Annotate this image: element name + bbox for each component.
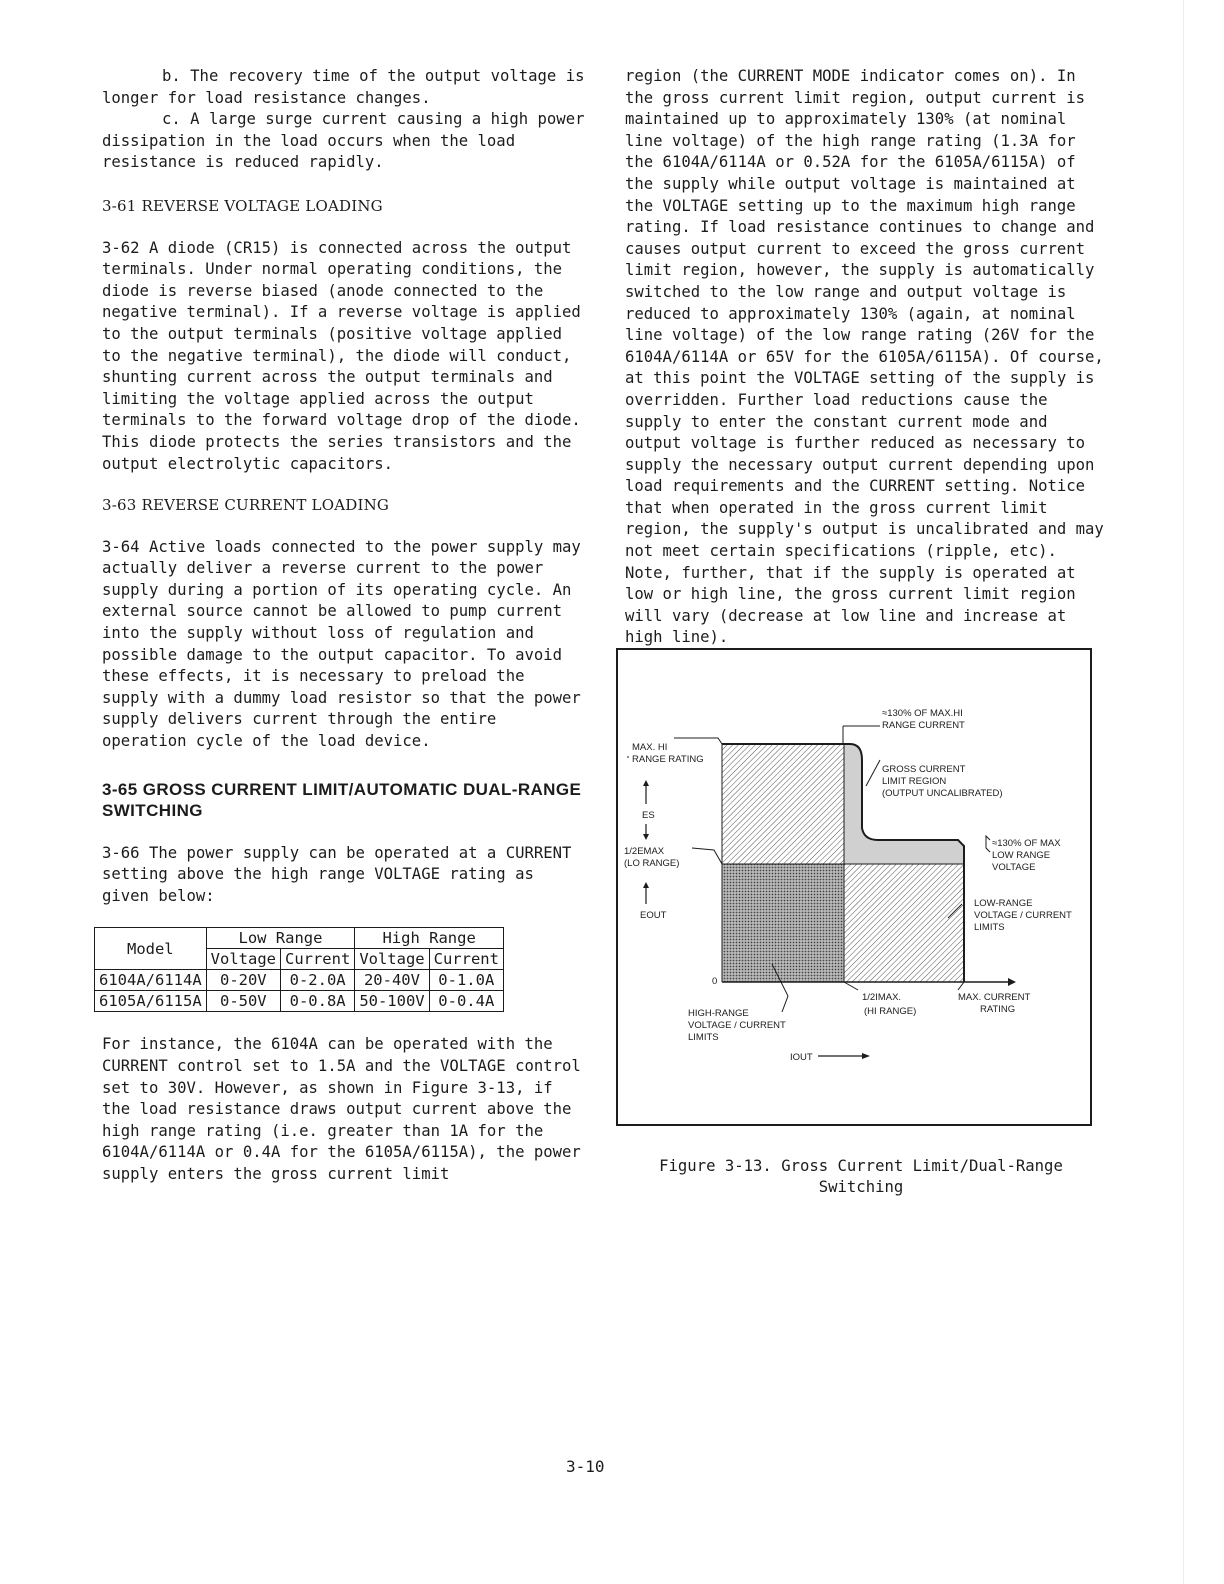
table-cell: 0-0.4A [429, 991, 503, 1012]
figure-3-13 [616, 648, 1092, 1126]
label-gross-3: (OUTPUT UNCALIBRATED) [882, 788, 1003, 799]
table-header-model: Model [95, 928, 207, 970]
range-table [94, 927, 504, 1012]
up-arrow-icon [643, 780, 649, 786]
heading-3-63: 3-63 REVERSE CURRENT LOADING [102, 496, 390, 515]
label-max-current-1: MAX. CURRENT [958, 992, 1031, 1003]
table-header-voltage: Voltage [206, 949, 280, 970]
table-header-current: Current [280, 949, 354, 970]
heading-3-65: 3-65 GROSS CURRENT LIMIT/AUTOMATIC DUAL-RANGE SWITCHING [102, 779, 582, 820]
label-low-limits-3: LIMITS [974, 922, 1005, 933]
label-high-limits-3: LIMITS [688, 1032, 719, 1043]
low-range-region [844, 864, 964, 982]
page-number: 3-10 [566, 1457, 605, 1476]
label-es: ES [642, 810, 655, 821]
label-gross-1: GROSS CURRENT [882, 764, 966, 775]
label-half-i-2: (HI RANGE) [864, 1006, 917, 1017]
label-130-low-3: VOLTAGE [992, 862, 1036, 873]
range-diagram [618, 650, 1094, 1128]
paragraph-c: c. A large surge current causing a high power dissipation in the load occurs when the load resistance is reduced rapidly. [102, 110, 585, 172]
table-cell: 6104A/6114A [95, 970, 207, 991]
table-cell: 20-40V [355, 970, 429, 991]
label-max-hi-1: MAX. HI [632, 742, 668, 753]
axis-arrowhead [1008, 978, 1016, 986]
label-eout: EOUT [640, 910, 667, 921]
table-cell: 0-2.0A [280, 970, 354, 991]
overlap-region [722, 864, 844, 982]
paragraph-3-66: 3-66 The power supply can be operated at a CURRENT setting above the high range VOLTAGE rating as given below: [102, 843, 572, 905]
label-low-limits-1: LOW-RANGE [974, 898, 1033, 909]
scan-edge [1183, 0, 1184, 1584]
table-row [95, 970, 504, 991]
label-half-e-1: 1/2EMAX [624, 846, 665, 857]
table-cell: 0-20V [206, 970, 280, 991]
right-column [625, 66, 1105, 669]
label-low-limits-2: VOLTAGE / CURRENT [974, 910, 1072, 921]
paragraph-continued: region (the CURRENT MODE indicator comes on). In the gross current limit region, output current is maintained up to approximately 130% (at nominal line voltage) of the high range rating (1.3A for the 6104A/6114A or 0.52A for the 6105A/6115A) of the supply while output voltage is maintained at the VOLTAGE setting up to the maximum high range rating. If load resistance continues to change and causes output current to exceed the gross current limit region, however, the supply is automatically switched to the low range and output voltage is reduced to approximately 130% (again, at nominal line voltage) of the low range rating (26V for the 6104A/6114A or 65V for the 6105A/6115A). Of course, at this point the VOLTAGE setting of the supply is overridden. Further load reductions cause the supply to enter the constant current mode and output voltage is further reduced as necessary to supply the necessary output current depending upon load requirements and the CURRENT setting. Notice that when operated in the gross current limit region, the supply's output is uncalibrated and may not meet certain specifications (ripple, etc). Note, further, that if the supply is operated at low or high line, the gross current limit region will vary (decrease at low line and increase at high line). [625, 67, 1104, 647]
table-cell: 0-50V [206, 991, 280, 1012]
table-header-low-range: Low Range [206, 928, 355, 949]
label-high-limits-1: HIGH-RANGE [688, 1008, 749, 1019]
paragraph-3-62: 3-62 A diode (CR15) is connected across the output terminals. Under normal operating conditions, the diode is reverse biased (anode connected to the negative terminal). If a reverse voltage is applied to the output terminals (positive voltage applied to the negative terminal), the diode will conduct, shunting current across the output terminals and limiting the voltage applied across the output terminals to the forward voltage drop of the diode. This diode protects the series transistors and the output electrolytic capacitors. [102, 238, 581, 473]
label-130-low-2: LOW RANGE [992, 850, 1051, 861]
left-column [99, 66, 588, 1206]
table-cell: 0-1.0A [429, 970, 503, 991]
label-zero: 0 [712, 976, 718, 987]
table-cell: 50-100V [355, 991, 429, 1012]
figure-caption [636, 1156, 1086, 1198]
caption-line-1: Figure 3-13. Gross Current Limit/Dual-Range [659, 1157, 1063, 1175]
table-header-voltage: Voltage [355, 949, 429, 970]
label-iout: IOUT [790, 1052, 813, 1063]
up-arrow-icon [643, 882, 649, 888]
paragraph-b: b. The recovery time of the output voltage is longer for load resistance changes. [102, 67, 585, 107]
label-max-hi-2: RANGE RATING [632, 754, 704, 765]
down-arrow-icon [643, 834, 649, 840]
right-arrow-icon [862, 1053, 870, 1059]
paragraph-instance: For instance, the 6104A can be operated with the CURRENT control set to 1.5A and the VOLTAGE control set to 30V. However, as shown in Figure 3-13, if the load resistance draws output current above the high range rating (i.e. greater than 1A for the 6104A/6114A or 0.4A for the 6105A/6115A), the power supply enters the gross current limit [102, 1035, 581, 1183]
label-half-e-2: (LO RANGE) [624, 858, 680, 869]
paragraph-3-64: 3-64 Active loads connected to the power supply may actually deliver a reverse current to the power supply during a portion of its operating cycle. An external source cannot be allowed to pump current into the supply without loss of regulation and possible damage to the output capacitor. To avoid these effects, it is necessary to preload the supply with a dummy load resistor so that the power supply delivers current through the entire operation cycle of the load device. [102, 537, 581, 751]
table-header-current: Current [429, 949, 503, 970]
label-gross-2: LIMIT REGION [882, 776, 947, 787]
table-row [95, 991, 504, 1012]
heading-3-61: 3-61 REVERSE VOLTAGE LOADING [102, 196, 383, 215]
high-range-region [722, 744, 844, 864]
label-high-limits-2: VOLTAGE / CURRENT [688, 1020, 786, 1031]
table-cell: 6105A/6115A [95, 991, 207, 1012]
table-cell: 0-0.8A [280, 991, 354, 1012]
caption-line-2: Switching [818, 1178, 904, 1196]
table-header-high-range: High Range [355, 928, 504, 949]
label-130-low-1: ≈130% OF MAX [992, 838, 1061, 849]
label-half-i-1: 1/2IMAX. [862, 992, 902, 1003]
label-max-current-2: RATING [980, 1004, 1016, 1015]
label-130-hi-1: ≈130% OF MAX.HI [882, 708, 963, 719]
label-130-hi-2: RANGE CURRENT [882, 720, 965, 731]
